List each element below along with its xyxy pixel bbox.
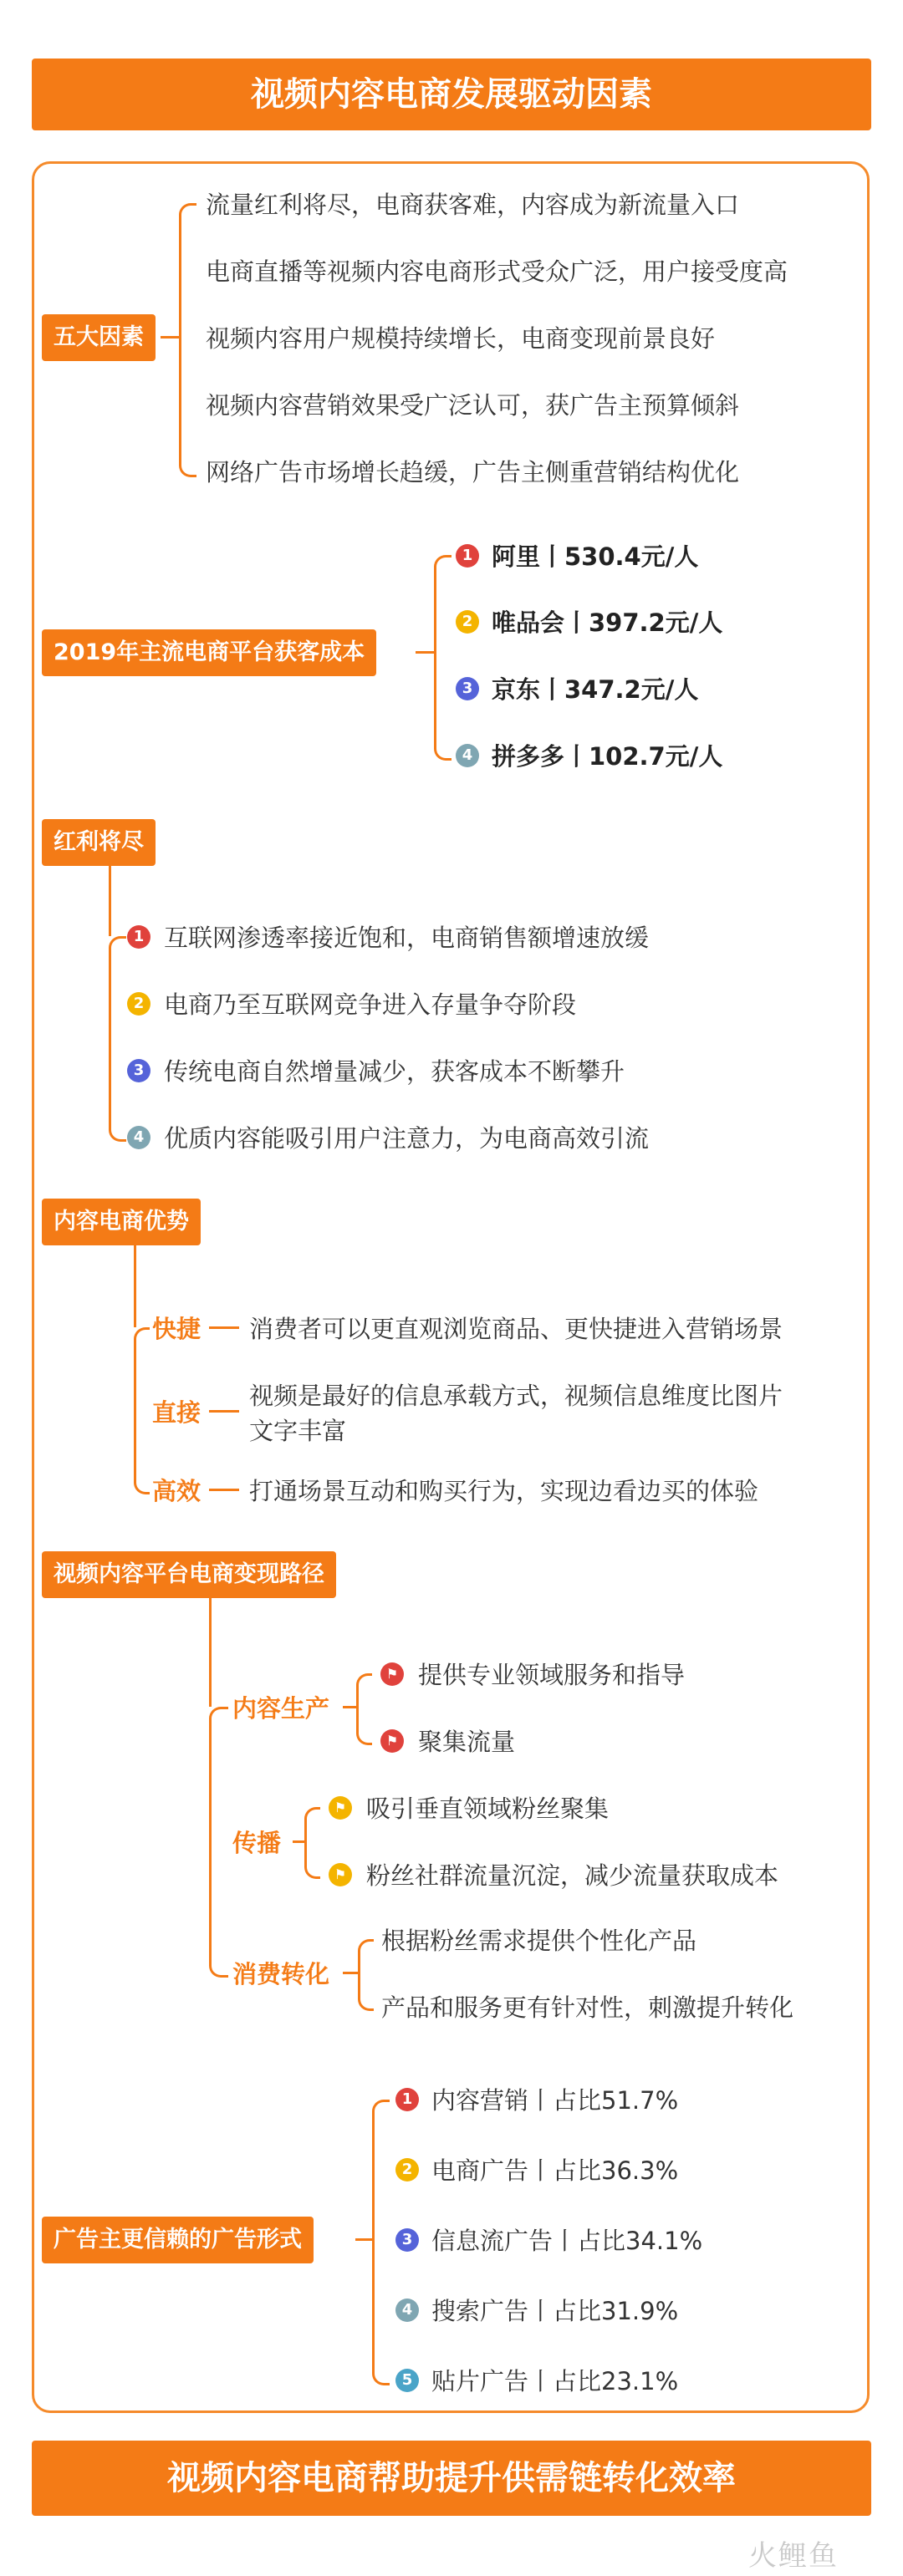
bracket <box>134 1327 150 1494</box>
connector <box>161 336 179 339</box>
advantage-key: 快捷 <box>152 1315 202 1343</box>
advantage-key: 直接 <box>152 1398 202 1427</box>
advantage-text: 文字丰富 <box>249 1417 347 1445</box>
connector <box>343 1972 358 1974</box>
connector <box>209 1598 212 1707</box>
ad-form-item: 内容营销丨占比51.7% <box>431 2086 679 2115</box>
group-label: 消费转化 <box>232 1960 330 1988</box>
flag-icon: ⚑ <box>329 1863 352 1886</box>
acquisition-cost-label: 2019年主流电商平台获客成本 <box>42 629 376 676</box>
group-label: 内容生产 <box>232 1694 330 1723</box>
monetization-label: 视频内容平台电商变现路径 <box>42 1551 336 1598</box>
number-badge-icon: 5 <box>395 2369 419 2392</box>
cost-item: 阿里丨530.4元/人 <box>492 542 699 571</box>
cost-item: 拼多多丨102.7元/人 <box>492 742 723 771</box>
bracket <box>304 1807 320 1879</box>
number-badge-icon: 4 <box>395 2299 419 2322</box>
flag-icon: ⚑ <box>329 1796 352 1820</box>
footer-banner: 视频内容电商帮助提升供需链转化效率 <box>32 2441 871 2516</box>
ad-form-item: 信息流广告丨占比34.1% <box>431 2227 703 2255</box>
factor-item: 流量红利将尽，电商获客难，内容成为新流量入口 <box>206 191 740 219</box>
number-badge-icon: 2 <box>127 992 150 1016</box>
connector <box>343 1706 356 1708</box>
main-frame <box>32 161 870 2413</box>
bracket <box>179 203 196 477</box>
number-badge-icon: 1 <box>127 925 150 949</box>
number-badge-icon: 3 <box>456 677 479 700</box>
advantage-key: 高效 <box>152 1477 202 1505</box>
factor-item: 视频内容营销效果受广泛认可，获广告主预算倾斜 <box>206 391 740 420</box>
connector <box>109 866 111 936</box>
path-item: 产品和服务更有针对性，刺激提升转化 <box>381 1993 794 2022</box>
number-badge-icon: 4 <box>127 1126 150 1149</box>
path-item: 根据粉丝需求提供个性化产品 <box>381 1927 697 1955</box>
number-badge-icon: 1 <box>456 544 479 568</box>
flag-icon: ⚑ <box>380 1662 404 1686</box>
dividend-label: 红利将尽 <box>42 819 156 866</box>
factor-item: 视频内容用户规模持续增长，电商变现前景良好 <box>206 324 716 353</box>
connector <box>293 1840 304 1843</box>
ad-form-item: 搜索广告丨占比31.9% <box>431 2297 679 2325</box>
path-item: 提供专业领域服务和指导 <box>418 1661 686 1689</box>
advantage-text: 视频是最好的信息承载方式，视频信息维度比图片 <box>249 1382 783 1410</box>
watermark: 火鲤鱼 <box>748 2539 839 2573</box>
ad-form-item: 贴片广告丨占比23.1% <box>431 2367 679 2395</box>
bracket <box>434 555 452 761</box>
bracket <box>109 936 126 1142</box>
bracket <box>358 1939 374 2011</box>
dash <box>209 1489 239 1491</box>
connector <box>355 2238 372 2241</box>
factor-item: 网络广告市场增长趋缓，广告主侧重营销结构优化 <box>206 458 740 486</box>
flag-icon: ⚑ <box>380 1729 404 1753</box>
factor-item: 电商直播等视频内容电商形式受众广泛，用户接受度高 <box>206 257 788 286</box>
number-badge-icon: 2 <box>395 2158 419 2181</box>
cost-item: 唯品会丨397.2元/人 <box>492 608 723 637</box>
dash <box>209 1410 239 1413</box>
five-factors-label: 五大因素 <box>42 314 156 361</box>
dividend-item: 电商乃至互联网竞争进入存量争夺阶段 <box>164 990 577 1019</box>
ad-forms-label: 广告主更信赖的广告形式 <box>42 2217 314 2263</box>
cost-item: 京东丨347.2元/人 <box>492 675 699 704</box>
path-item: 粉丝社群流量沉淀，减少流量获取成本 <box>366 1861 779 1890</box>
dividend-item: 传统电商自然增量减少，获客成本不断攀升 <box>164 1057 625 1086</box>
advantage-text: 打通场景互动和购买行为，实现边看边买的体验 <box>249 1477 759 1505</box>
number-badge-icon: 3 <box>127 1059 150 1082</box>
dividend-item: 优质内容能吸引用户注意力，为电商高效引流 <box>164 1124 650 1153</box>
dash <box>209 1326 239 1329</box>
number-badge-icon: 1 <box>395 2088 419 2111</box>
dividend-item: 互联网渗透率接近饱和，电商销售额增速放缓 <box>164 924 650 952</box>
page-title: 视频内容电商发展驱动因素 <box>32 59 871 130</box>
bracket <box>209 1707 228 1978</box>
bracket <box>356 1673 372 1745</box>
bracket <box>372 2100 390 2385</box>
advantages-label: 内容电商优势 <box>42 1199 201 1245</box>
number-badge-icon: 4 <box>456 744 479 767</box>
number-badge-icon: 3 <box>395 2228 419 2252</box>
advantage-text: 消费者可以更直观浏览商品、更快捷进入营销场景 <box>249 1315 783 1343</box>
number-badge-icon: 2 <box>456 610 479 634</box>
group-label: 传播 <box>232 1829 282 1857</box>
connector <box>134 1245 136 1327</box>
path-item: 聚集流量 <box>418 1728 516 1756</box>
connector <box>416 651 434 654</box>
ad-form-item: 电商广告丨占比36.3% <box>431 2156 679 2185</box>
path-item: 吸引垂直领域粉丝聚集 <box>366 1795 610 1823</box>
